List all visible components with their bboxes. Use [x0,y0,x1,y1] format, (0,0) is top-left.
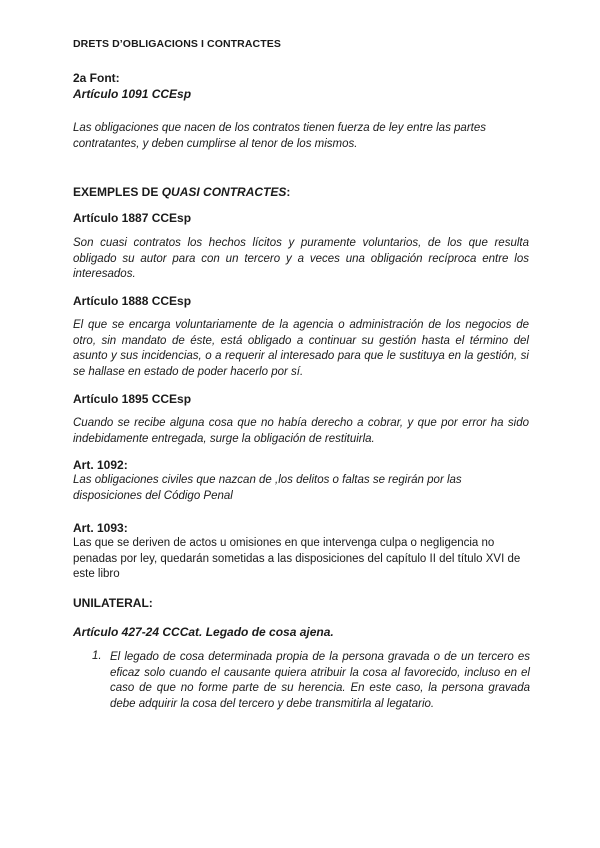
article-1092-title: Art. 1092: [73,458,128,472]
examples-heading-suffix: : [286,185,291,199]
source-article-title: Artículo 1091 CCEsp [73,87,192,101]
list-item-number: 1. [92,650,102,662]
article-1895-text: Cuando se recibe alguna cosa que no había derecho a cobrar, y que por error ha sido indebidamente entregada, surge la obligación de restituirla. [73,417,529,445]
article-1887-title: Artículo 1887 CCEsp [73,211,192,225]
article-1091-text: Las obligaciones que nacen de los contratos tienen fuerza de ley entre las partes contratantes, y deben cumplirse al tenor de los mismos. [73,122,486,150]
article-427-24-title: Artículo 427-24 CCCat. Legado de cosa ajena. [73,625,334,639]
article-1888-title: Artículo 1888 CCEsp [73,294,192,308]
examples-heading-emphasis: QUASI CONTRACTES [161,185,287,199]
article-1092-text: Las obligaciones civiles que nazcan de ,los delitos o faltas se regirán por las disposiciones del Código Penal [73,474,462,502]
article-1093-text: Las que se deriven de actos u omisiones en que intervenga culpa o negligencia no penadas por ley, quedarán sometidas a las disposiciones del capítulo II del título XVI de este libro [73,537,521,580]
examples-heading [73,184,529,200]
unilateral-heading: UNILATERAL: [73,596,153,610]
document-title: DRETS D’OBLIGACIONS I CONTRACTES [73,38,281,50]
article-1895-title: Artículo 1895 CCEsp [73,392,192,406]
article-1887-text: Son cuasi contratos los hechos lícitos y puramente voluntarios, de los que resulta obligado su autor para con un tercero y a veces una obligación recíproca entre los interesados. [73,237,529,280]
article-1888-text: El que se encarga voluntariamente de la agencia o administración de los negocios de otro, sin mandato de éste, está obligado a continuar su gestión hasta el término del asunto y sus incidencias, o a requerir al interesado para que le sustituya en la gestión, si se hallase en estado de poder hacerlo por sí. [73,319,529,378]
list-item-text: El legado de cosa determinada propia de la persona gravada o de un tercero es eficaz solo cuando el causante quiera atribuir la cosa al favorecido, incluso en el caso de que no forme parte de su herencia. En este caso, la persona gravada debe adquirir la cosa del tercero y debe transmitirla al legatario. [110,651,530,710]
examples-heading-prefix: EXEMPLES DE [73,185,162,199]
article-1093-title: Art. 1093: [73,521,128,535]
source-label: 2a Font: [73,71,120,85]
